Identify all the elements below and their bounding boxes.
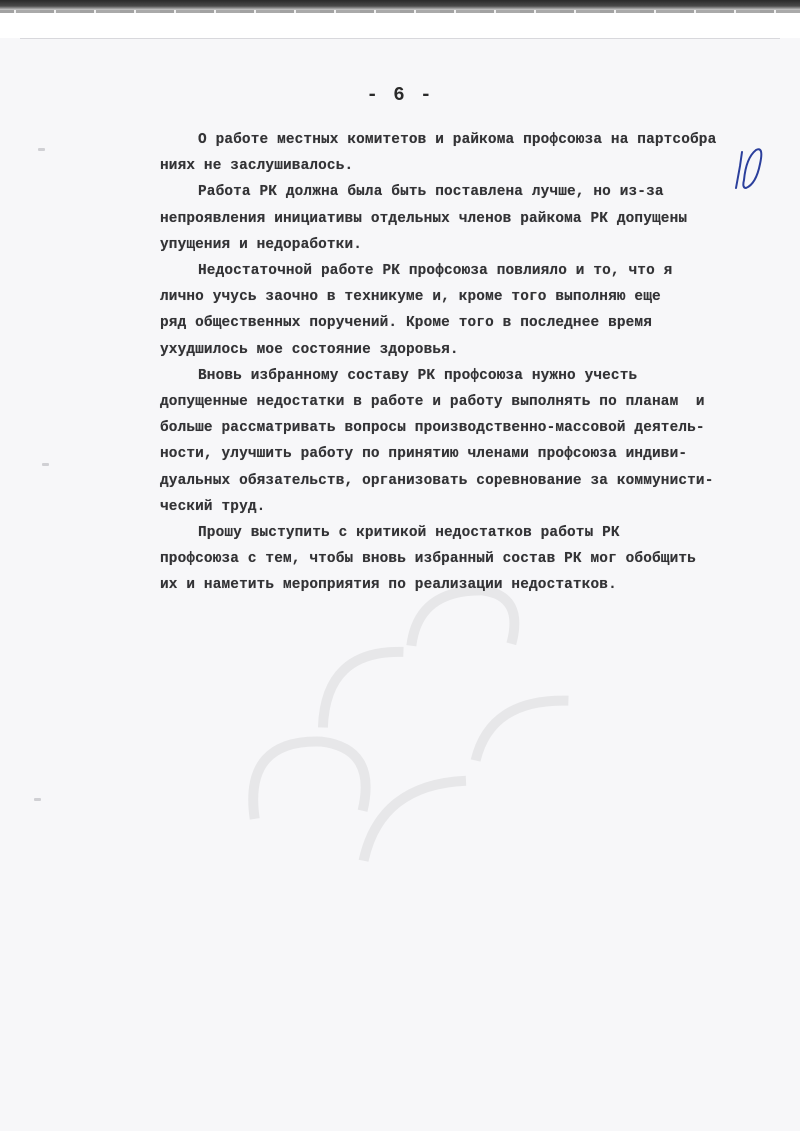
document-line: профсоюза с тем, чтобы вновь избранный состав РК мог обобщить — [160, 551, 696, 568]
document-line: допущенные недостатки в работе и работу выполнять по планам и — [160, 394, 705, 411]
document-line: Работа РК должна была быть поставлена лучше, но из-за — [198, 184, 664, 201]
paper-speck — [34, 798, 41, 801]
document-line: больше рассматривать вопросы производственно-массовой деятель- — [160, 420, 705, 437]
scan-top-edge — [0, 0, 800, 10]
paper-speck — [42, 463, 49, 466]
paper-speck — [38, 148, 45, 151]
document-body — [160, 127, 790, 599]
document-line: ухудшилось мое состояние здоровья. — [160, 341, 459, 358]
document-line: ряд общественных поручений. Кроме того в последнее время — [160, 315, 653, 332]
document-line: их и наметить мероприятия по реализации недостатков. — [160, 577, 617, 594]
document-line: дуальных обязательств, организовать соревнование за коммунисти- — [160, 472, 714, 489]
document-line: ности, улучшить работу по принятию членами профсоюза индиви- — [160, 446, 688, 463]
handwritten-page-note — [730, 140, 766, 194]
document-line: ниях не заслушивалось. — [160, 158, 354, 175]
document-line: упущения и недоработки. — [160, 236, 363, 253]
page-number: - 6 - — [366, 84, 434, 106]
document-line: Недостаточной работе РК профсоюза повлияло и то, что я — [198, 263, 673, 280]
document-line: ческий труд. — [160, 498, 266, 515]
document-line: О работе местных комитетов и райкома профсоюза на партсобра — [198, 132, 717, 148]
document-line: Прошу выступить с критикой недостатков работы РК — [198, 525, 620, 542]
document-line: лично учусь заочно в техникуме и, кроме того выполняю еще — [160, 289, 661, 306]
document-line: непроявления инициативы отдельных членов райкома РК допущены — [160, 210, 688, 227]
document-line: Вновь избранному составу РК профсоюза нужно учесть — [198, 367, 638, 384]
